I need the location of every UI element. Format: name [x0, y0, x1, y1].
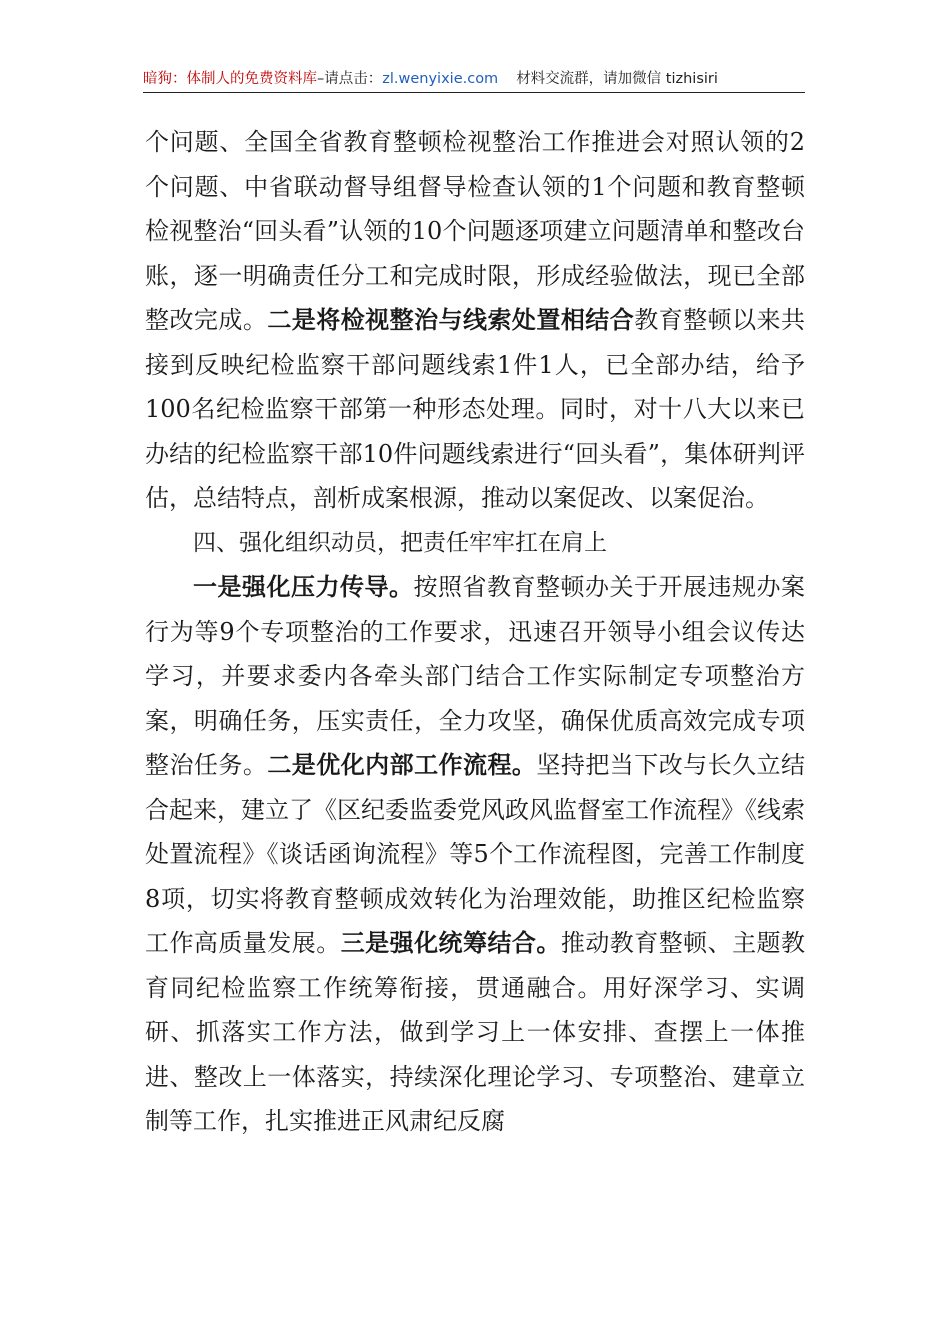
page-header [143, 66, 805, 93]
header-library-label: 暗狗：体制人的免费资料库 [143, 71, 317, 87]
header-click-prefix: –请点击： [317, 71, 383, 87]
paragraph-continued [145, 120, 805, 521]
paragraph-text: 坚持把当下改与长久立结合起来，建立了《区纪委监委党风政风监督室工作流程》《线索处置流程》《谈话函询流程》等5个工作流程图，完善工作制度8项，切实将教育整顿成效转化为治理效能，助推区纪检监察工作高质量发展。 [145, 751, 806, 957]
paragraph-text: 个问题、全国全省教育整顿检视整治工作推进会对照认领的2个问题、中省联动督导组督导检查认领的1个问题和教育整顿检视整治“回头看”认领的10个问题逐项建立问题清单和整改台账，逐一明确责任分工和完成时限，形成经验做法，现已全部整改完成。 [145, 128, 805, 334]
document-body [145, 120, 805, 1144]
paragraph-text: 按照省教育整顿办关于开展违规办案行为等9个专项整治的工作要求，迅速召开领导小组会议传达学习，并要求委内各牵头部门结合工作实际制定专项整治方案，明确任务，压实责任，全力攻坚，确保优质高效完成专项整治任务。 [145, 573, 805, 779]
header-group-text: 材料交流群，请加微信 tizhisiri [516, 71, 718, 87]
section-heading: 四、强化组织动员，把责任牢牢扛在肩上 [193, 529, 607, 556]
header-url-link[interactable]: zl.wenyixie.com [382, 71, 499, 87]
paragraph-text: 推动教育整顿、主题教育同纪检监察工作统筹衔接，贯通融合。用好深学习、实调研、抓落实工作方法，做到学习上一体安排、查摆上一体推进、整改上一体落实，持续深化理论学习、专项整治、建章立制等工作，扎实推进正风肃纪反腐 [145, 929, 806, 1135]
bold-lead-one: 一是强化压力传导。 [193, 572, 414, 601]
section-paragraph [145, 565, 805, 1144]
bold-lead-three: 三是强化统筹结合。 [340, 928, 561, 957]
paragraph-text: 教育整顿以来共接到反映纪检监察干部问题线索1件1人，已全部办结，给予100名纪检监察干部第一种形态处理。同时，对十八大以来已办结的纪检监察干部10件问题线索进行“回头看”，集体研判评估，总结特点，剖析成案根源，推动以案促改、以案促治。 [145, 306, 806, 512]
bold-lead-two: 二是将检视整治与线索处置相结合 [267, 305, 635, 334]
bold-lead-two: 二是优化内部工作流程。 [267, 750, 537, 779]
